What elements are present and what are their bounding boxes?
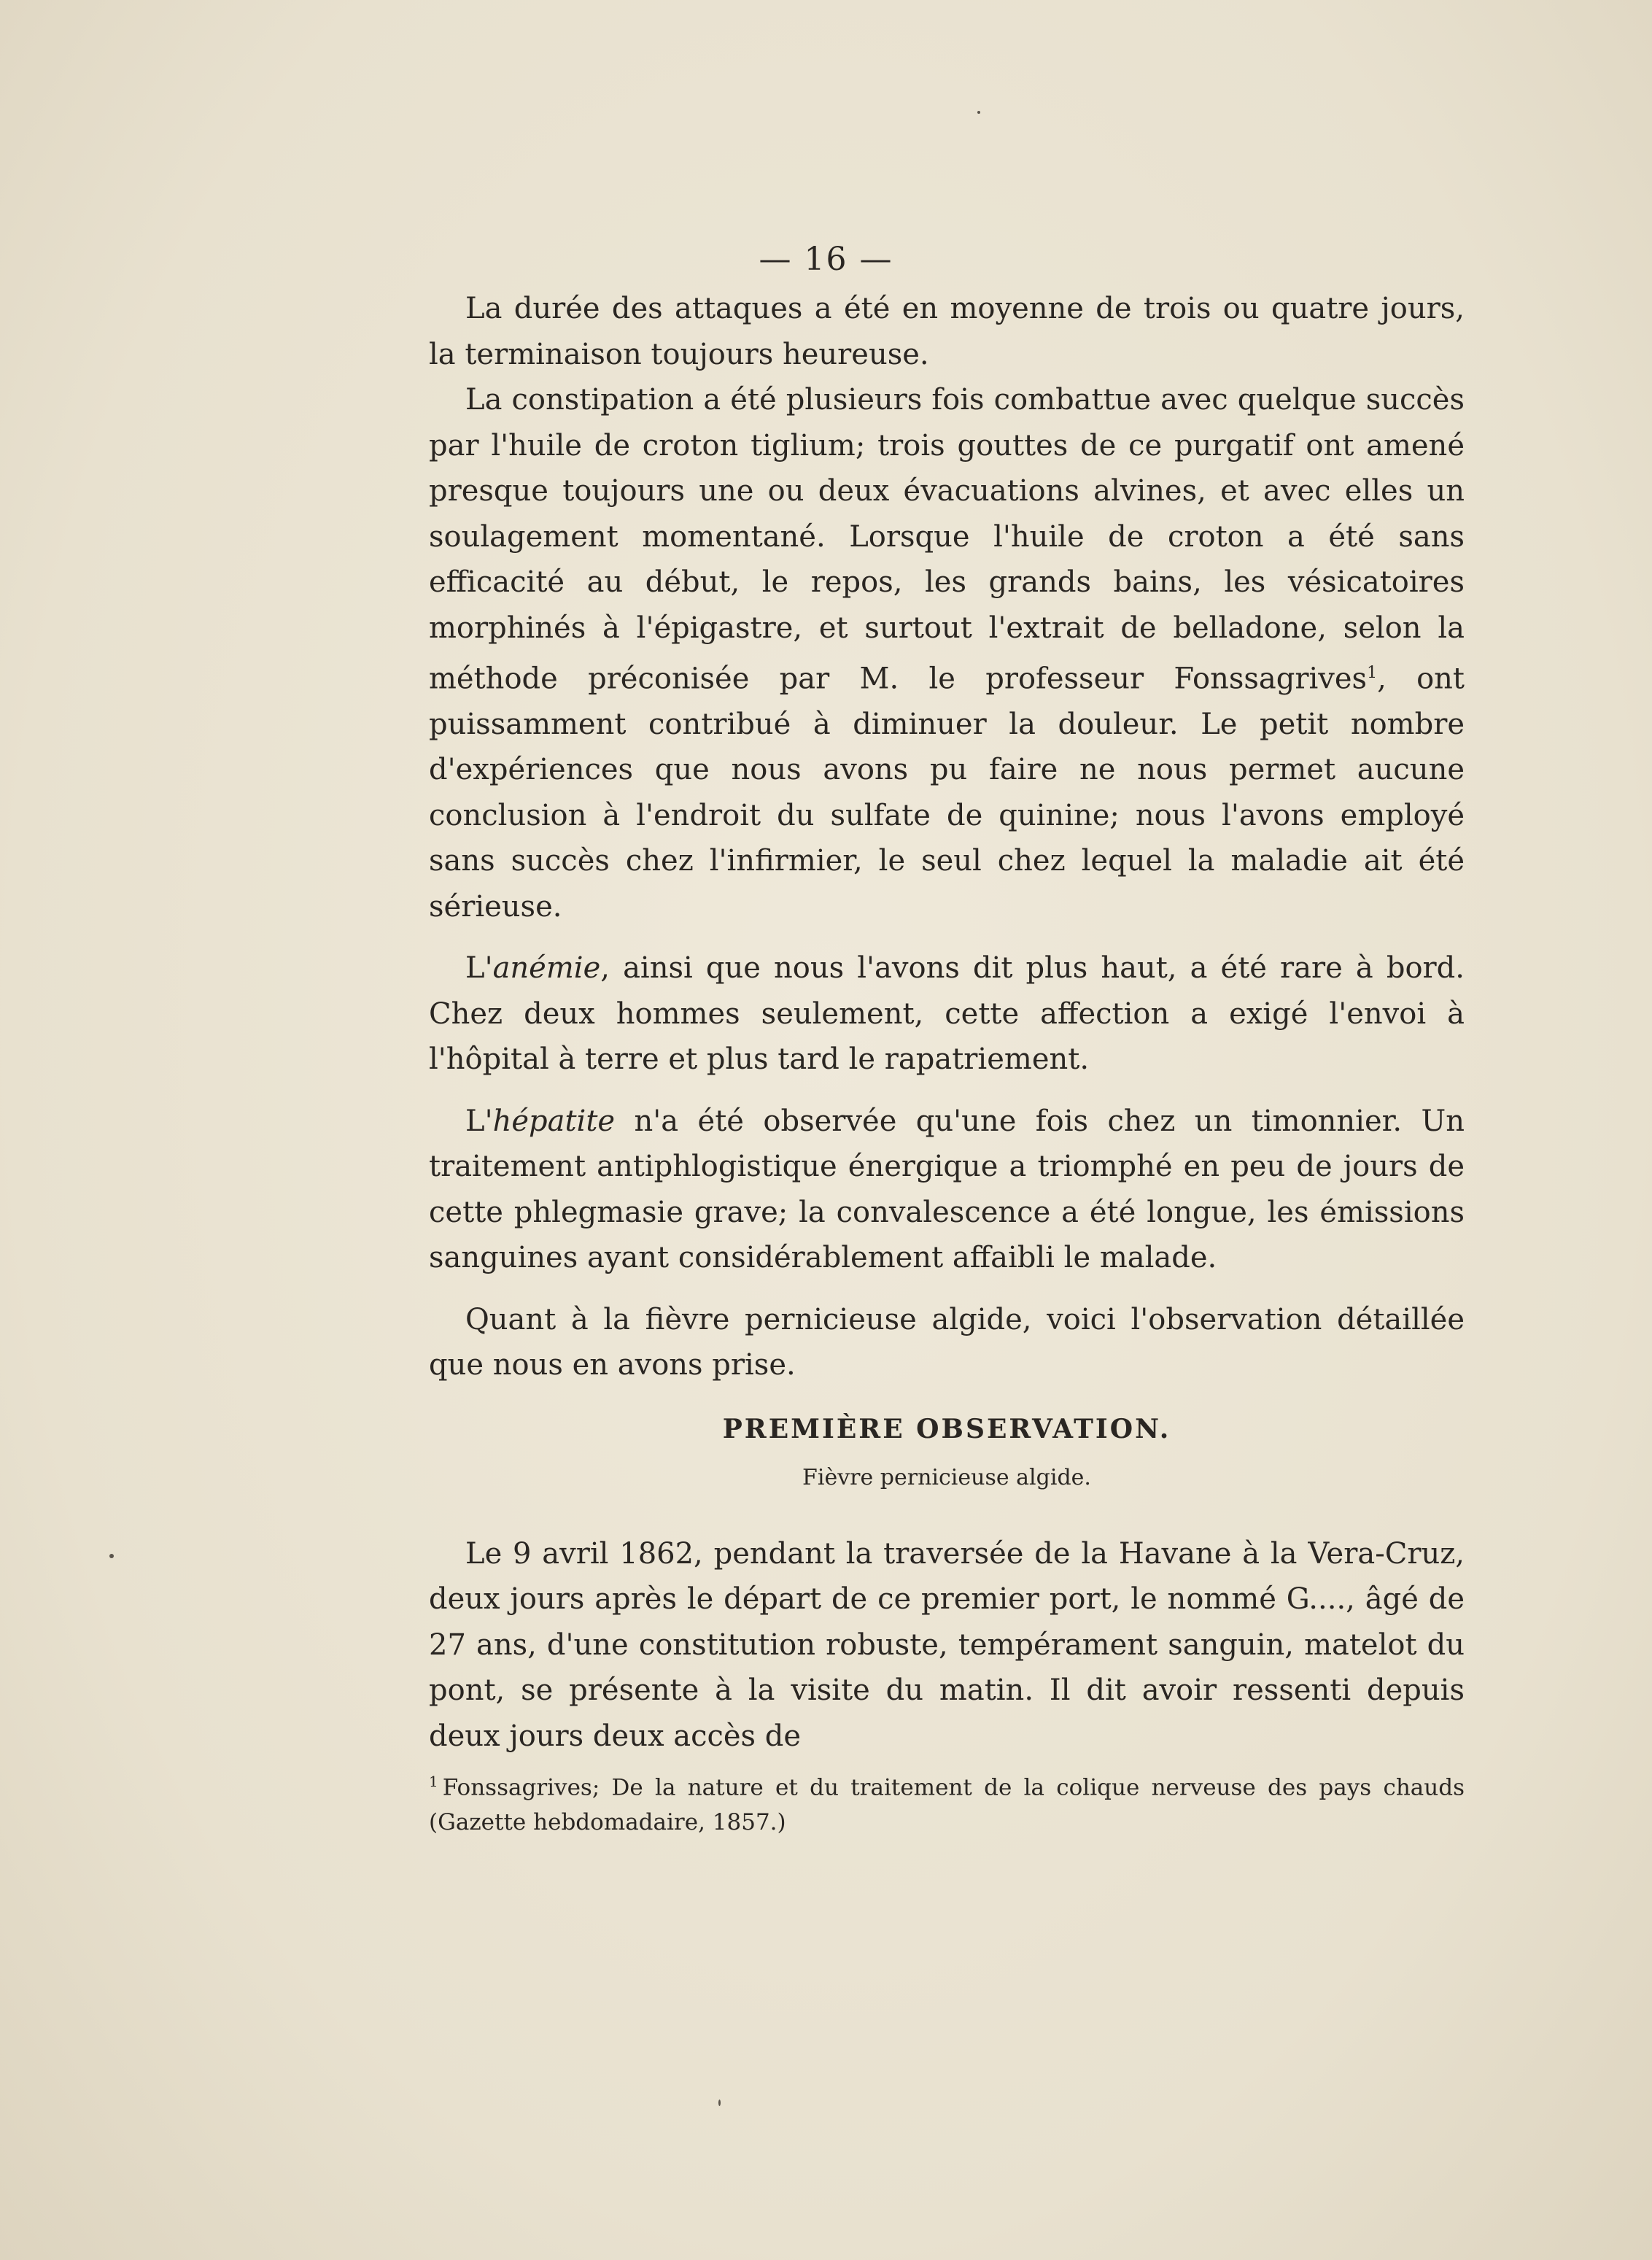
paragraph-lead: L'	[465, 1104, 493, 1138]
paragraph-constipation	[429, 377, 1465, 929]
paragraph-text: La durée des attaques a été en moyenne de trois ou quatre jours, la terminaison toujours heureuse.	[429, 292, 1465, 371]
observation-text: Le 9 avril 1862, pendant la traversée de la Havane à la Vera-Cruz, deux jours après le départ de ce premier port, le nommé G...., âgé de 27 ans, d'une constitution robuste, tempérament sanguin, matelot du pont, se présente à la visite du matin. Il dit avoir ressenti depuis deux jours deux accès de	[429, 1536, 1465, 1753]
term-anemie: anémie	[492, 951, 601, 986]
footnote	[429, 1764, 1465, 1840]
paragraph-lead: L'	[465, 951, 493, 986]
observation-subheading: Fièvre pernicieuse algide.	[802, 1464, 1091, 1490]
paragraph-text: n'a été observée qu'une fois chez un timonnier. Un traitement antiphlogistique énergique a triomphé en peu de jours de cette phlegmasie grave; la convalescence a été longue, les émissions sanguines ayant considérablement affaibli le malade.	[429, 1104, 1465, 1275]
footnote-text: Fonssagrives; De la nature et du traitement de la colique nerveuse des pays chauds (Gazette hebdomadaire, 1857.)	[429, 1774, 1465, 1836]
footnote-mark: 1	[429, 1773, 438, 1790]
term-hepatite: hépatite	[492, 1104, 616, 1138]
paragraph-hepatite	[429, 1099, 1465, 1281]
paragraph-anemie	[429, 945, 1465, 1083]
paragraph-text: , ont puissamment contribué à diminuer la douleur. Le petit nombre d'expériences que nous avons pu faire ne nous permet aucune conclusion à l'endroit du sulfate de quinine; nous l'avons employé sans succès chez l'infirmier, le seul chez lequel la maladie ait été sérieuse.	[429, 662, 1465, 924]
paragraph-text: Quant à la fièvre pernicieuse algide, voici l'observation détaillée que nous en avons prise.	[429, 1302, 1465, 1382]
paragraph-text: , ainsi que nous l'avons dit plus haut, a été rare à bord. Chez deux hommes seulement, cette affection a exigé l'envoi à l'hôpital à terre et plus tard le rapatriement.	[429, 951, 1465, 1077]
paper-speck	[718, 2100, 721, 2106]
body-text	[429, 286, 1465, 1759]
observation-heading: PREMIÈRE OBSERVATION.	[722, 1413, 1171, 1444]
paper-speck	[109, 1554, 114, 1558]
paragraph-fievre	[429, 1297, 1465, 1388]
footnote-reference: 1	[1367, 664, 1378, 682]
paragraph-duration	[429, 286, 1465, 377]
paper-speck	[977, 111, 980, 114]
page-number: — 16 —	[759, 241, 893, 278]
paragraph-text: La constipation a été plusieurs fois combattue avec quelque succès par l'huile de croton tiglium; trois gouttes de ce purgatif ont amené presque toujours une ou deux évacuations alvines, et avec elles un soulagement momentané. Lorsque l'huile de croton a été sans efficacité au début, le repos, les grands bains, les vésicatoires morphinés à l'épigastre, et surtout l'extrait de belladone, selon la méthode préconisée par M. le professeur Fonssagrives	[429, 383, 1465, 696]
